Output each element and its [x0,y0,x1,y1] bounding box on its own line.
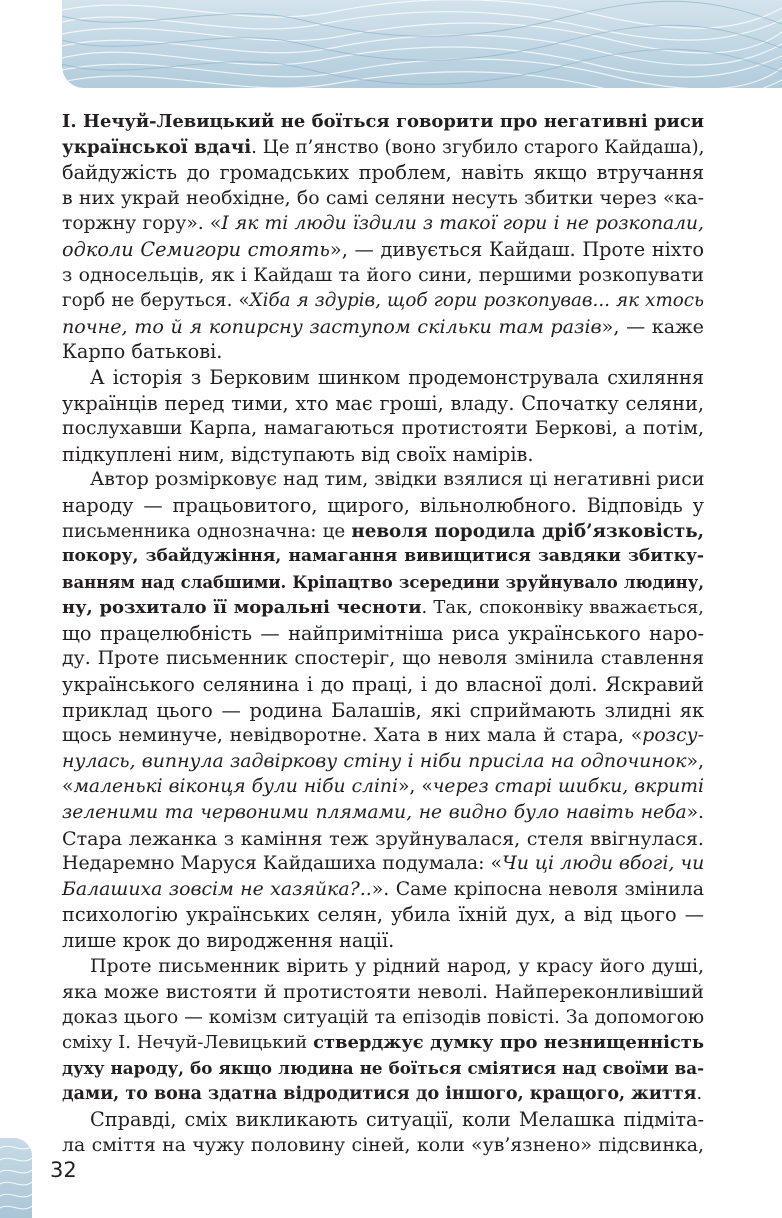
text-run: приклад цього — родина Балашів, які сприймають злидні як [62,698,704,722]
italic-quote: нулась, випнула задвіркову стіну і ніби присіла на одпочинок [62,749,687,772]
bold-text: дами, то вона здатна відродитися до іншого, кращого, життя [62,1083,697,1104]
corner-wave-pattern [0,1138,32,1218]
text-run: що працелюбність — найпримітніша риса українського наро- [62,621,704,645]
bold-text: І. Нечуй-Левицький не боїться говорити про негативні риси [62,111,704,132]
text-run: Справді, сміх викликають ситуації, коли Мелашка підміта- [90,1108,704,1132]
text-run: . [696,1083,703,1104]
text-line [62,391,704,417]
text-run: українського селянина і до праці, і до власної долі. Яскравий [62,673,704,697]
italic-quote: почне, то й я копирсну заступом скільки там разів [62,314,602,338]
text-run: народу — працьовитого, щирого, вільнолюбного. Відповідь у [62,493,704,517]
text-line [62,442,704,468]
bold-text: покору, збайдужіння, намагання вивищитися завдяки збитку- [62,546,704,567]
text-run: Проте письменник вірить у рідний народ, у красу його душі, [90,954,704,977]
text-run: сміху І. Нечуй-Левицький [62,1032,314,1054]
text-run: Карпо батькові. [62,340,223,364]
text-run: щось неминуче, невідворотне. Хата в них мала й стара, « [62,724,643,747]
text-line [62,595,704,621]
text-line [62,774,704,800]
bold-text: неволя породила дріб’язковість, [351,520,704,542]
text-line [62,800,704,826]
text-run: Стара лежанка з каміння теж зруйнувалася, стеля ввігнулася. [62,826,704,850]
text-line [62,902,704,928]
text-line [62,493,704,519]
text-line [62,979,704,1005]
text-line [62,186,704,212]
body-text [62,109,704,1158]
text-run: Недаремно Маруся Кайдашиха подумала: « [62,852,503,875]
text-line [62,544,704,570]
text-run: ». [686,802,704,824]
italic-quote: через старі шибки, вкриті [432,776,704,798]
text-line [62,749,704,775]
text-line [62,698,704,724]
text-run: ду. Проте письменник спостеріг, що неволя змінила ставлення [62,647,704,670]
corner-decoration [0,1138,32,1218]
text-line [62,263,704,289]
text-line [62,723,704,749]
italic-quote: І як ті люди їздили з такої гори і не розкопали, [221,213,704,235]
text-run: ла сміття на чужу половину сіней, коли «ув’язнено» підсвинка, [62,1133,704,1156]
text-line [62,1005,704,1031]
text-line [62,467,704,493]
text-run: підкуплені ним, відступають від своїх намірів. [62,442,534,466]
text-run: з односельців, як і Кайдаш та його сини, першими розкопувати [62,263,704,286]
text-run: письменника однозначна: це [62,520,352,542]
text-run: . Це п’янство (воно згубило старого Кайдаша), [251,136,705,158]
italic-quote: одколи Семигори стоять [62,237,330,261]
text-run: Автор розмірковує над тим, звідки взялися ці негативні риси [90,468,705,491]
text-run: в них украй необхідне, бо самі селяни несуть збитки через «ка- [62,186,704,209]
text-line [62,1107,704,1133]
italic-quote: Хіба я здурів, щоб гори розкопував... як хтось [249,290,704,312]
text-line [62,954,704,980]
bold-text: ванням над слабшими. Кріпацтво зсередини зруйнувало людину, [62,572,704,592]
text-run: », « [397,776,433,798]
page-number: 32 [50,1158,77,1182]
text-line [62,519,704,545]
text-line [62,1056,704,1082]
text-run: послухавши Карпа, намагаються протистояти Беркові, а потім, [62,417,704,440]
text-line [62,211,704,237]
text-run: ». Саме кріпосна неволя змінила [371,877,704,900]
text-line [62,339,704,365]
text-line [62,851,704,877]
text-line [62,314,704,340]
italic-quote: Чи ці люди вбогі, чи [502,852,705,875]
text-run: лише крок до виродження нації. [62,929,395,952]
text-run: А історія з Берковим шинком продемонструвала схиляння [90,365,704,389]
italic-quote: Балашиха зовсім не хазяйка?.. [62,877,372,900]
text-line [62,877,704,903]
text-line [62,646,704,672]
italic-quote: розсу- [642,724,704,747]
text-run: байдужість до громадських проблем, навіть якщо втручання [62,161,704,185]
text-line [62,1082,704,1108]
text-line [62,135,704,161]
text-run: », — каже [601,314,704,338]
text-line [62,109,704,135]
header-decoration [62,0,782,88]
text-line [62,928,704,954]
text-line [62,672,704,698]
text-run: горб не беруться. « [62,290,250,312]
bold-text: духу народу, бо якщо людина не боїться сміятися над своїми ва- [62,1057,704,1078]
text-line [62,365,704,391]
text-run: яка може вистояти й протистояти неволі. Найпереконливіший [62,980,704,1004]
text-run: українців перед тими, хто має гроші, владу. Спочатку селяни, [62,391,704,415]
text-line [62,570,704,596]
text-line [62,826,704,852]
text-run: доказ цього — комізм ситуацій та епізодів повісті. За допомогою [62,1006,705,1028]
bold-text: української вдачі [62,136,252,158]
text-line [62,160,704,186]
text-run: « [62,776,74,798]
text-run: », — дивується Кайдаш. Проте ніхто [329,237,704,261]
text-line [62,621,704,647]
bold-text: ну, розхитало її моральні чесноти [62,597,422,619]
text-run: . Так, споконвіку вважається, [421,597,704,619]
text-line [62,237,704,263]
italic-quote: зеленими та червоними плямами, не видно було навіть неба [62,802,687,824]
text-run: психологію українських селян, убила їхній дух, а від цього — [62,903,704,927]
wave-pattern [62,0,782,88]
text-run: торжну гору». « [62,213,222,235]
text-line [62,1030,704,1056]
italic-quote: маленькі віконця були ніби сліпі [73,776,398,798]
text-run: », [686,749,704,772]
text-line [62,288,704,314]
text-line [62,416,704,442]
bold-text: стверджує думку про незнищенність [313,1032,704,1054]
text-line [62,1133,704,1159]
